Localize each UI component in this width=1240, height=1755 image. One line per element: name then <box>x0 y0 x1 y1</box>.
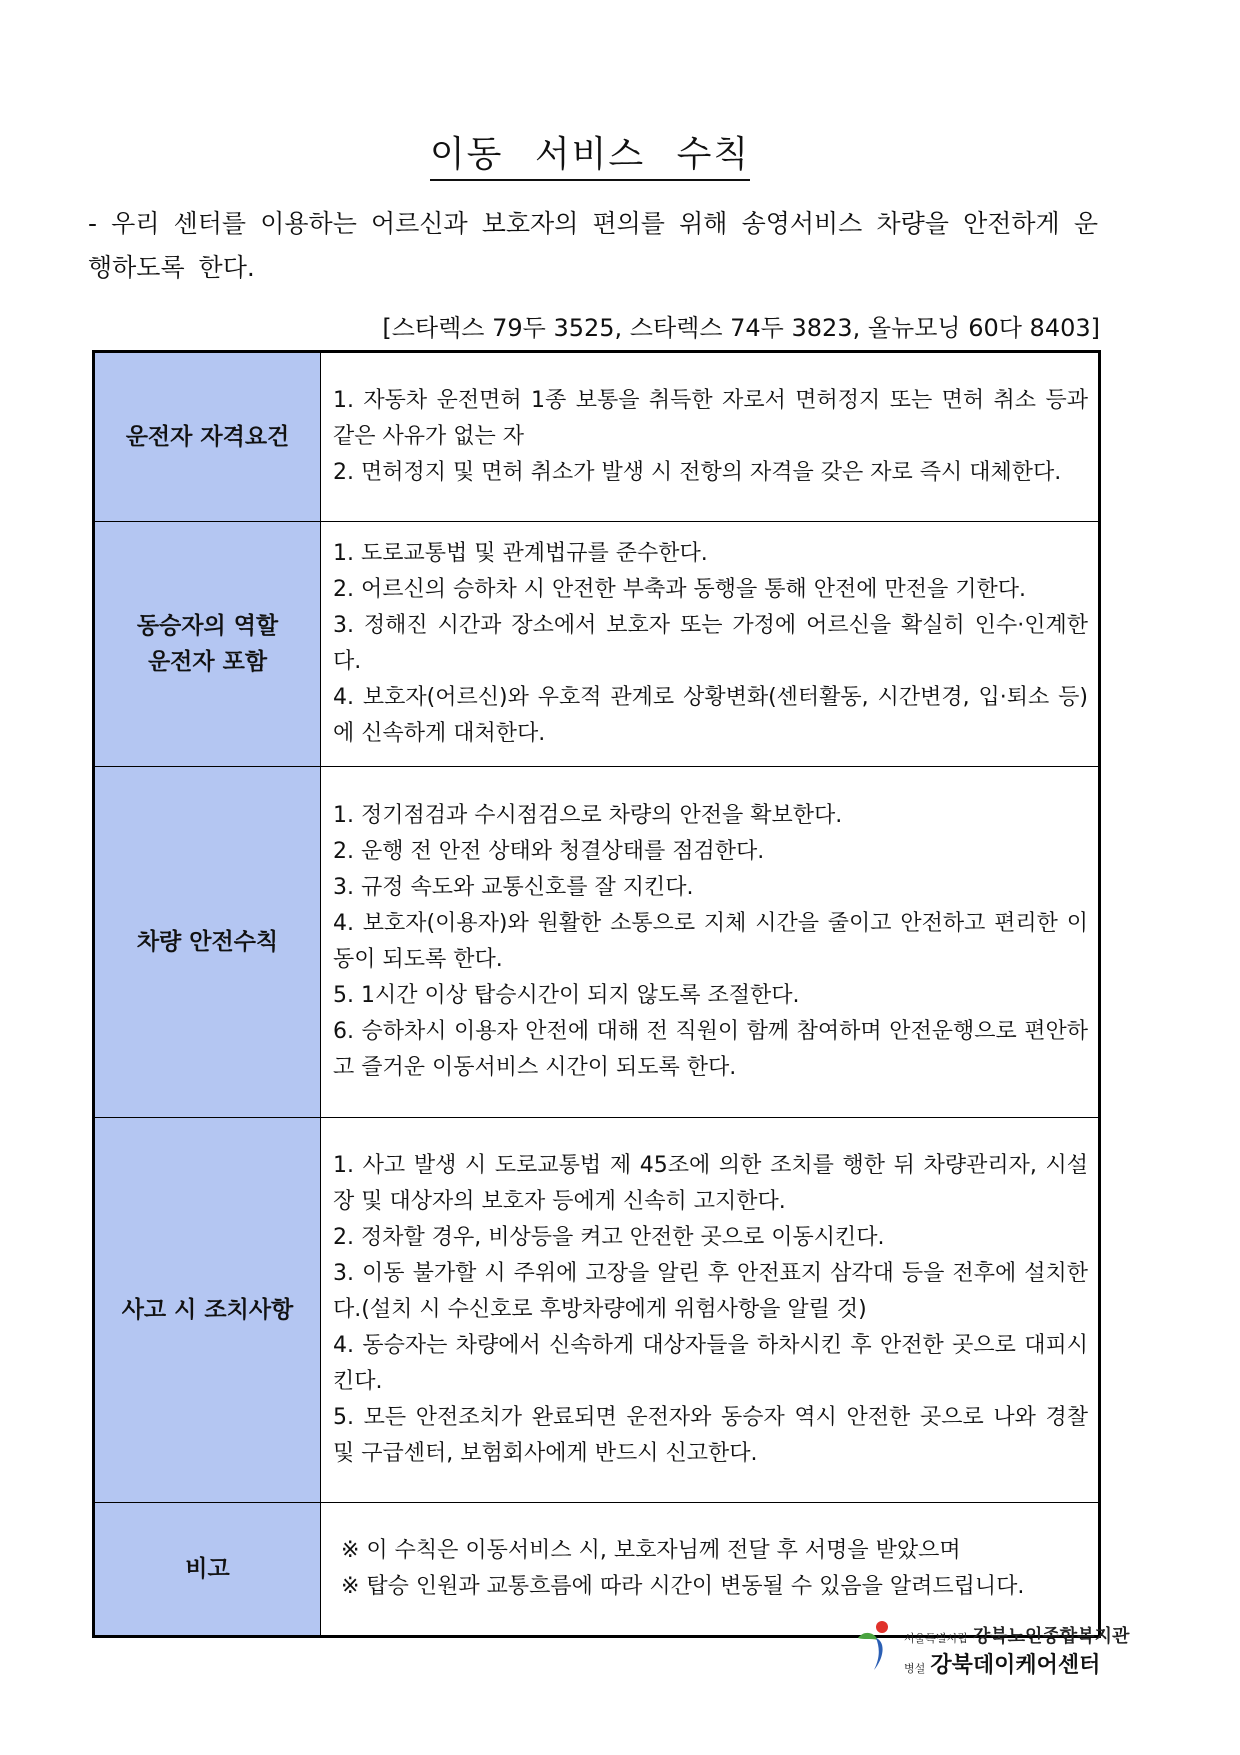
logo-blue-arc <box>874 1638 883 1670</box>
rule-item: 5. 모든 안전조치가 완료되면 운전자와 동승자 역시 안전한 곳으로 나와 경찰 및 구급센터, 보험회사에게 반드시 신고한다. <box>333 1405 1088 1466</box>
rule-item: 4. 보호자(어르신)와 우호적 관계로 상황변화(센터활동, 시간변경, 입·퇴소 등)에 신속하게 대처한다. <box>333 685 1088 746</box>
rule-item: 3. 이동 불가할 시 주위에 고장을 알린 후 안전표지 삼각대 등을 전후에 설치한다.(설치 시 수신호로 후방차량에게 위험사항을 알릴 것) <box>333 1261 1088 1322</box>
rule-item: 4. 동승자는 차량에서 신속하게 대상자들을 하차시킨 후 안전한 곳으로 대피시킨다. <box>333 1333 1088 1394</box>
rule-item: 2. 정차할 경우, 비상등을 켜고 안전한 곳으로 이동시킨다. <box>333 1225 885 1250</box>
row-label <box>94 1503 321 1637</box>
rule-item: 6. 승하차시 이용자 안전에 대해 전 직원이 함께 참여하며 안전운행으로 편안하고 즐거운 이동서비스 시간이 되도록 한다. <box>333 1019 1088 1080</box>
row-label <box>94 767 321 1118</box>
row-label <box>94 522 321 767</box>
vehicle-list: [스타렉스 79두 3525, 스타렉스 74두 3823, 올뉴모닝 60다 8403] <box>382 314 1100 342</box>
row-label-line: 운전자 자격요건 <box>125 424 290 450</box>
row-content <box>321 352 1100 522</box>
remark-note: ※ 이 수칙은 이동서비스 시, 보호자님께 전달 후 서명을 받았으며 <box>341 1538 961 1563</box>
rule-row-accident-response <box>94 1118 1100 1503</box>
rule-item: 4. 보호자(이용자)와 원활한 소통으로 지체 시간을 줄이고 안전하고 편리한 이동이 되도록 한다. <box>333 911 1088 972</box>
row-label-line: 차량 안전수칙 <box>136 929 279 955</box>
logo-green-leaf <box>858 1633 878 1640</box>
row-label <box>94 352 321 522</box>
rule-item: 3. 규정 속도와 교통신호를 잘 지킨다. <box>333 875 694 900</box>
page-title-text: 이동 서비스 수칙 <box>430 134 750 181</box>
rule-row-vehicle-safety <box>94 767 1100 1118</box>
rule-row-driver-qualification <box>94 352 1100 522</box>
row-label-line: 동승자의 역할 <box>136 613 279 639</box>
rule-row-remarks <box>94 1503 1100 1637</box>
logo-red-dot <box>876 1621 888 1633</box>
remark-note: ※ 탑승 인원과 교통흐름에 따라 시간이 변동될 수 있음을 알려드립니다. <box>341 1574 1025 1599</box>
logo-line-2 <box>904 1648 1100 1679</box>
rule-item: 1. 사고 발생 시 도로교통법 제 45조에 의한 조치를 행한 뒤 차량관리자, 시설장 및 대상자의 보호자 등에게 신속히 고지한다. <box>333 1153 1088 1214</box>
logo-city: 서울특별시립 <box>904 1632 968 1645</box>
logo-line-1 <box>904 1622 1129 1648</box>
rule-item: 2. 운행 전 안전 상태와 청결상태를 점검한다. <box>333 839 765 864</box>
logo-center: 강북데이케어센터 <box>930 1653 1101 1678</box>
row-label-line: 사고 시 조치사항 <box>121 1297 294 1323</box>
organization-logo <box>854 1618 1130 1678</box>
row-label-line: 비고 <box>185 1556 230 1582</box>
logo-annex: 병설 <box>904 1662 926 1675</box>
row-content <box>321 1503 1100 1637</box>
intro-text: - 우리 센터를 이용하는 어르신과 보호자의 편의를 위해 송영서비스 차량을 안전하게 운행하도록 한다. <box>88 209 1098 282</box>
rule-item: 5. 1시간 이상 탑승시간이 되지 않도록 조절한다. <box>333 983 800 1008</box>
rule-item: 2. 어르신의 승하차 시 안전한 부축과 동행을 통해 안전에 만전을 기한다. <box>333 577 1026 602</box>
rule-item: 2. 면허정지 및 면허 취소가 발생 시 전항의 자격을 갖은 자로 즉시 대체한다. <box>333 460 1062 485</box>
rule-row-passenger-role <box>94 522 1100 767</box>
row-content <box>321 522 1100 767</box>
rule-item: 3. 정해진 시간과 장소에서 보호자 또는 가정에 어르신을 확실히 인수·인계한다. <box>333 613 1088 674</box>
page-title <box>0 126 1180 177</box>
row-content <box>321 767 1100 1118</box>
row-label <box>94 1118 321 1503</box>
row-content <box>321 1118 1100 1503</box>
logo-org: 강북노인종합복지관 <box>972 1626 1130 1647</box>
rule-item: 1. 도로교통법 및 관계법규를 준수한다. <box>333 541 708 566</box>
row-label-line: 운전자 포함 <box>147 649 268 675</box>
rule-item: 1. 자동차 운전면허 1종 보통을 취득한 자로서 면허정지 또는 면허 취소 등과 같은 사유가 없는 자 <box>333 388 1088 449</box>
rules-table <box>92 350 1101 1638</box>
welfare-center-logo-icon <box>854 1618 902 1674</box>
rule-item: 1. 정기점검과 수시점검으로 차량의 안전을 확보한다. <box>333 803 843 828</box>
